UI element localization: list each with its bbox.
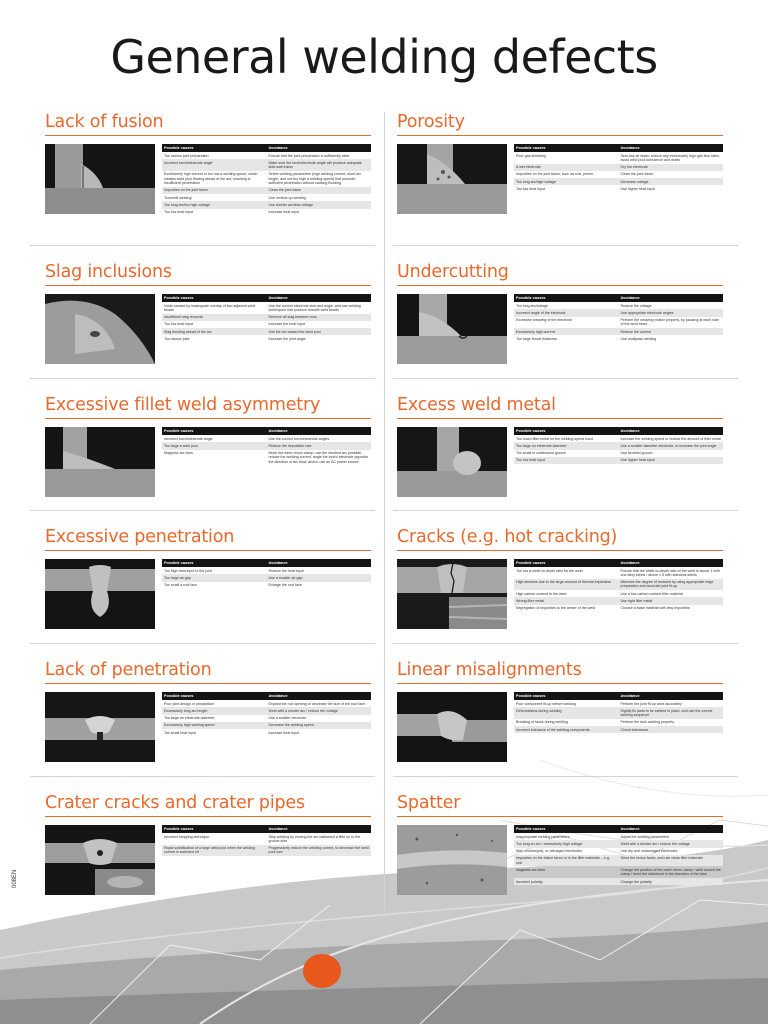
table-row — [162, 209, 371, 216]
avoidance-cell: Use vertical-up welding — [268, 195, 306, 200]
table-row — [514, 848, 723, 855]
table-row — [514, 317, 723, 329]
cause-cell: Incorrect stopping technique — [164, 834, 210, 839]
weld-photo — [397, 559, 507, 629]
cause-cell: Impurities on the fusion faces or in the filler materials – e.g. rust — [514, 855, 619, 867]
table-row — [514, 442, 723, 449]
cause-cell: Deformations during welding — [514, 707, 619, 719]
causes-header: Possible causes — [514, 825, 619, 833]
avoidance-cell: Weld with a shorter arc / reduce the voltage — [619, 840, 724, 847]
row-divider — [30, 510, 375, 511]
table-row — [162, 159, 371, 171]
table-row — [162, 567, 371, 574]
avoidance-cell: Use shorter arc/less voltage — [267, 201, 372, 208]
avoidance-header: Avoidance — [619, 294, 724, 302]
avoidance-cell: Increase the welding speed or reduce the amount of filler metal — [620, 436, 721, 441]
table-row — [162, 729, 371, 736]
weld-photo — [45, 559, 155, 629]
cause-cell: Segregation of impurities to the center of the weld — [516, 606, 596, 611]
cause-cell: High carbon content in the weld — [516, 591, 567, 596]
table-row — [162, 194, 371, 201]
table-row — [514, 185, 723, 192]
defect-table — [162, 559, 371, 589]
table-row — [514, 450, 723, 457]
table-row — [162, 302, 371, 314]
defect-section-crater-cracks — [45, 793, 371, 855]
defect-table — [162, 144, 371, 216]
row-divider — [393, 643, 738, 644]
row-divider — [30, 643, 375, 644]
defect-section-slag-inclusions — [45, 262, 371, 341]
causes-header: Possible causes — [162, 825, 267, 833]
avoidance-cell: Dry the electrode — [619, 164, 724, 171]
table-row — [514, 164, 723, 171]
defect-section-spatter — [397, 793, 723, 884]
table-row — [162, 171, 371, 187]
avoidance-cell: Aim the arc toward the weld pool — [267, 328, 372, 335]
avoidance-cell: Perform the joint fit-up work accurately — [620, 701, 682, 706]
table-row — [162, 700, 371, 707]
row-divider — [30, 378, 375, 379]
table-row — [514, 457, 723, 464]
avoidance-cell: Use multipass welding — [620, 336, 657, 341]
defect-section-excess-weld-metal — [397, 395, 723, 463]
avoidance-cell: Use dry and undamaged electrodes — [620, 849, 678, 854]
avoidance-header: Avoidance — [267, 825, 372, 833]
causes-header: Possible causes — [514, 427, 619, 435]
avoidance-cell: Use a smaller diameter electrode, or increase the joint angle — [619, 442, 724, 449]
section-rule — [45, 135, 371, 136]
avoidance-cell: Increase the joint angle — [268, 336, 306, 341]
cause-cell: Too small a root face — [164, 583, 198, 588]
table-row — [162, 715, 371, 722]
table-row — [514, 840, 723, 847]
cause-cell: High stresses due to the large amount of thermal expansion — [514, 579, 619, 591]
avoidance-cell: Use a smaller electrode — [268, 716, 307, 721]
cause-cell: 'Downhill welding' — [164, 195, 193, 200]
avoidance-cell: Reduce the heat input — [268, 568, 304, 573]
weld-photo — [45, 427, 155, 497]
avoidance-cell: Decrease the welding speed — [267, 722, 372, 729]
cause-cell: Incorrect torch/electrode angle — [164, 436, 213, 441]
weld-photo — [397, 427, 507, 497]
section-rule — [397, 683, 723, 684]
table-row — [162, 574, 371, 581]
cause-cell: Slag flooding ahead of the arc — [162, 328, 267, 335]
avoidance-cell: Use appropriate electrode angles — [619, 309, 724, 316]
section-rule — [397, 285, 723, 286]
table-row — [514, 302, 723, 309]
avoidance-header: Avoidance — [267, 692, 372, 700]
defect-table — [162, 692, 371, 736]
defect-table — [162, 427, 371, 465]
defect-table — [514, 144, 723, 193]
table-row — [162, 845, 371, 857]
avoidance-cell: Weld with a shorter arc / reduce the voltage — [267, 707, 372, 714]
cause-cell: Insufficient slag removal — [162, 314, 267, 321]
weld-photo — [45, 825, 155, 895]
section-title: Spatter — [397, 793, 461, 813]
table-row — [162, 707, 371, 714]
avoidance-header: Avoidance — [267, 294, 372, 302]
causes-header: Possible causes — [514, 294, 619, 302]
avoidance-cell: Increase heat input — [268, 210, 300, 215]
table-row — [162, 201, 371, 208]
cause-cell: Too low heat input — [516, 186, 545, 191]
weld-photo — [397, 294, 507, 364]
causes-header: Possible causes — [162, 294, 267, 302]
defect-section-lack-of-fusion — [45, 112, 371, 215]
table-row — [514, 707, 723, 719]
cause-cell: Voids caused by inadequate overlap of two adjacent weld beads — [164, 303, 256, 312]
avoidance-cell: Clean the joint faces — [620, 172, 654, 177]
section-rule — [45, 816, 371, 817]
table-row — [162, 435, 371, 442]
avoidance-cell: Choose a base material with less impurities — [620, 606, 690, 611]
cause-cell: Too low heat input — [514, 457, 619, 464]
table-row — [514, 567, 723, 579]
section-rule — [397, 550, 723, 551]
cause-cell: Incorrect torch/electrode angle — [162, 159, 267, 171]
defect-table — [514, 825, 723, 885]
defect-section-cracks — [397, 527, 723, 611]
cause-cell: Excessively long arc length — [162, 707, 267, 714]
table-row — [514, 866, 723, 878]
table-row — [514, 309, 723, 316]
causes-header: Possible causes — [162, 427, 267, 435]
section-rule — [397, 418, 723, 419]
table-row — [162, 328, 371, 335]
cause-cell: Too large an electrode diameter — [514, 442, 619, 449]
causes-header: Possible causes — [162, 692, 267, 700]
row-divider — [393, 378, 738, 379]
cause-cell: Excessively high current or too low a welding speed, which creates weld pool flowing ahead of the arc, resulting in insufficient penetration — [164, 172, 258, 185]
table-row — [514, 590, 723, 597]
cause-cell: Incorrect angle of the electrode — [514, 309, 619, 316]
avoidance-cell: Stop welding by moving the arc backward a little on to the groove side — [268, 834, 361, 843]
cause-cell: Too long arc/too high voltage — [162, 201, 267, 208]
section-title: Excessive fillet weld asymmetry — [45, 395, 321, 415]
defect-section-linear-misalignments — [397, 660, 723, 732]
table-row — [514, 171, 723, 178]
avoidance-cell: Select welding parameters (high welding current, short arc length, and not too high a welding speed) that promote sufficient penetration without causing flooding — [268, 172, 362, 185]
section-title: Lack of penetration — [45, 660, 212, 680]
avoidance-cell: Progressively reduce the welding current, to decrease the weld pool size — [267, 845, 372, 857]
table-row — [514, 726, 723, 733]
cause-cell: Too long arc/high voltage — [514, 178, 619, 185]
cause-cell: Inappropriate welding parameters — [516, 834, 570, 839]
weld-photo — [397, 825, 507, 895]
cause-cell: Breaking of tacks during welding — [516, 720, 568, 725]
avoidance-cell: Check tolerances — [619, 726, 724, 733]
table-row — [162, 187, 371, 194]
avoidance-header: Avoidance — [619, 427, 724, 435]
avoidance-cell: Seal any air leaks, reduce any excessively high gas flow rates, avoid weld pool turbulence and drafts — [620, 153, 720, 162]
cause-cell: Incorrect polarity — [514, 878, 619, 885]
cause-cell: Too large air gap — [162, 574, 267, 581]
cause-cell: A wet electrode — [514, 164, 619, 171]
cause-cell: Impurities on the joint faces — [162, 187, 267, 194]
defect-section-excessive-penetration — [45, 527, 371, 588]
table-row — [162, 335, 371, 342]
table-row — [514, 833, 723, 840]
table-row — [162, 582, 371, 589]
section-title: Excessive penetration — [45, 527, 235, 547]
avoidance-cell: Use higher heat input — [620, 186, 655, 191]
avoidance-cell: Perform the weaving motion properly, by pausing at each side of the weld bead — [620, 318, 719, 327]
cause-cell: Poor gas shielding — [516, 153, 546, 158]
cause-cell: Poor joint design or preparation — [164, 701, 215, 706]
cause-cell: Too narrow joint — [164, 336, 190, 341]
defect-table — [514, 692, 723, 733]
avoidance-header: Avoidance — [619, 559, 724, 567]
avoidance-cell: Grind the fusion faces, and use clean filler materials — [619, 855, 724, 867]
cause-cell: Magnetic arc blow — [516, 867, 545, 872]
defect-table — [514, 427, 723, 464]
avoidance-cell: Move the earth return clamp, use the shortest arc possible, reduce the welding current, angle the torch/ electrode opposite the direction of arc blow, and/or use an AC power source — [268, 451, 368, 464]
avoidance-cell: Use a smaller air gap — [267, 574, 372, 581]
avoidance-header: Avoidance — [619, 144, 724, 152]
avoidance-cell: Expand the rod opening or decrease the size of the root face — [268, 701, 365, 706]
row-divider — [393, 510, 738, 511]
avoidance-cell: Use a low-carbon content filler material — [620, 591, 683, 596]
table-row — [514, 855, 723, 867]
table-row — [514, 719, 723, 726]
cause-cell: Too low a width-to-depth ratio for the weld — [516, 568, 583, 573]
avoidance-cell: Ensure that the joint preparation is sufficiently wide — [268, 153, 350, 158]
cause-cell: Poor component fit-up before welding — [516, 701, 576, 706]
cause-cell: Too much filler metal for the welding speed used — [516, 436, 593, 441]
column-divider — [384, 112, 385, 910]
avoidance-header: Avoidance — [619, 692, 724, 700]
weld-photo — [45, 692, 155, 762]
defect-table — [514, 294, 723, 343]
table-row — [162, 442, 371, 449]
avoidance-cell: Minimize the degree of restraint by using appropriate edge preparation and accurate joint fit-up — [619, 579, 724, 591]
section-rule — [45, 285, 371, 286]
weld-photo — [45, 144, 155, 214]
document-code: 008EN — [12, 869, 18, 888]
cause-cell: Excessively high current — [514, 328, 619, 335]
table-row — [162, 722, 371, 729]
weld-photo — [397, 144, 507, 214]
table-row — [514, 878, 723, 885]
avoidance-cell: Use the correct torch/electrode angles — [268, 436, 330, 441]
avoidance-cell: Use right filler metal — [619, 597, 724, 604]
table-row — [514, 335, 723, 342]
avoidance-header: Avoidance — [267, 559, 372, 567]
causes-header: Possible causes — [162, 144, 267, 152]
cause-cell: Too large a weld pool — [162, 442, 267, 449]
page-title: General welding defects — [110, 30, 658, 84]
table-row — [514, 435, 723, 442]
causes-header: Possible causes — [514, 559, 619, 567]
table-row — [514, 579, 723, 591]
section-rule — [45, 683, 371, 684]
cause-cell: Too narrow joint preparation — [164, 153, 209, 158]
defect-section-lack-of-penetration — [45, 660, 371, 735]
table-row — [162, 450, 371, 466]
avoidance-cell: Change the polarity — [619, 878, 724, 885]
row-divider — [30, 245, 375, 246]
table-row — [162, 321, 371, 328]
causes-header: Possible causes — [514, 144, 619, 152]
causes-header: Possible causes — [162, 559, 267, 567]
cause-cell: Impurities on the joint faces, such as rust, primer — [516, 172, 594, 177]
avoidance-cell: Rigidly fix parts to be welded in place, and use the correct welding sequence — [619, 707, 724, 719]
row-divider — [393, 776, 738, 777]
section-title: Linear misalignments — [397, 660, 582, 680]
weld-photo — [45, 294, 155, 364]
table-row — [514, 605, 723, 612]
avoidance-cell: Remove all slag between runs — [267, 314, 372, 321]
defect-section-undercutting — [397, 262, 723, 341]
section-title: Excess weld metal — [397, 395, 556, 415]
defect-table — [162, 294, 371, 343]
cause-cell: Excessively high welding speed — [162, 722, 267, 729]
avoidance-cell: Increase the heat input — [268, 322, 306, 327]
cause-cell: Too small or undersized groove — [516, 451, 566, 456]
cause-cell: Wrong filler metal — [514, 597, 619, 604]
table-row — [514, 597, 723, 604]
avoidance-header: Avoidance — [267, 427, 372, 435]
table-row — [514, 178, 723, 185]
avoidance-cell: Reduce the deposition rate — [267, 442, 372, 449]
section-title: Porosity — [397, 112, 465, 132]
section-title: Cracks (e.g. hot cracking) — [397, 527, 618, 547]
section-rule — [45, 418, 371, 419]
cause-cell: Excessive weaving of the electrode — [516, 318, 573, 323]
avoidance-cell: Reduce the current — [619, 328, 724, 335]
section-title: Undercutting — [397, 262, 509, 282]
avoidance-cell: Change the position of the earth return clamp / weld toward the clamp / bend the stick/torch in the direction of the blow — [620, 867, 721, 877]
cause-cell: Magnetic arc blow — [164, 451, 193, 456]
avoidance-header: Avoidance — [619, 825, 724, 833]
section-rule — [397, 816, 723, 817]
avoidance-cell: Decrease voltage — [619, 178, 724, 185]
avoidance-cell: Adjust the welding parameters — [620, 834, 669, 839]
defect-table — [514, 559, 723, 612]
avoidance-cell: Perform the tack welding properly — [620, 720, 675, 725]
cause-cell: Too long an arc / excessively high voltage — [514, 840, 619, 847]
avoidance-header: Avoidance — [267, 144, 372, 152]
table-row — [514, 152, 723, 164]
cause-cell: Too small heat input — [164, 730, 196, 735]
orange-dot — [303, 954, 341, 988]
cause-cell: Too low heat input — [164, 210, 193, 215]
avoidance-cell: Ensure that the width-to-depth ratio of the weld is above 1 with one alloy steels / above 1.5 with stainless steels — [620, 568, 720, 577]
avoidance-cell: Enlarge the root face — [268, 583, 302, 588]
defect-section-fillet-asymmetry — [45, 395, 371, 464]
defect-section-porosity — [397, 112, 723, 191]
table-row — [162, 152, 371, 159]
cause-cell: Rapid solidification of a large weld pool when the welding current is switched off — [162, 845, 267, 857]
avoidance-cell: Reduce the voltage — [620, 303, 652, 308]
section-rule — [397, 135, 723, 136]
row-divider — [393, 245, 738, 246]
cause-cell: Too high heat input to the joint — [164, 568, 212, 573]
cause-cell: Too long arc/voltage — [516, 303, 549, 308]
avoidance-cell: Clean the joint faces — [267, 187, 372, 194]
causes-header: Possible causes — [514, 692, 619, 700]
cause-cell: Too low heat input — [164, 322, 193, 327]
avoidance-cell: Use the correct electrode size and angle, and use welding techniques that produce smooth weld beads — [268, 303, 361, 312]
section-title: Crater cracks and crater pipes — [45, 793, 305, 813]
table-row — [514, 700, 723, 707]
avoidance-cell: Use beveled groove — [620, 451, 653, 456]
avoidance-cell: Increase heat input — [268, 730, 300, 735]
cause-cell: Incorrect tolerance of the welding components — [514, 726, 619, 733]
weld-photo — [397, 692, 507, 762]
table-row — [162, 314, 371, 321]
section-title: Lack of fusion — [45, 112, 164, 132]
cause-cell: Too large throat thickness — [516, 336, 557, 341]
table-row — [514, 328, 723, 335]
cause-cell: Too large an electrode diameter — [164, 716, 215, 721]
defect-table — [162, 825, 371, 856]
cause-cell: Wet, unclean(ed), or damaged electrodes — [516, 849, 583, 854]
section-rule — [45, 550, 371, 551]
section-title: Slag inclusions — [45, 262, 172, 282]
table-row — [162, 833, 371, 845]
row-divider — [30, 776, 375, 777]
avoidance-cell: Make sure the torch/electrode angle will produce adequate side-wall fusion — [267, 159, 372, 171]
avoidance-cell: Use higher heat input — [619, 457, 724, 464]
